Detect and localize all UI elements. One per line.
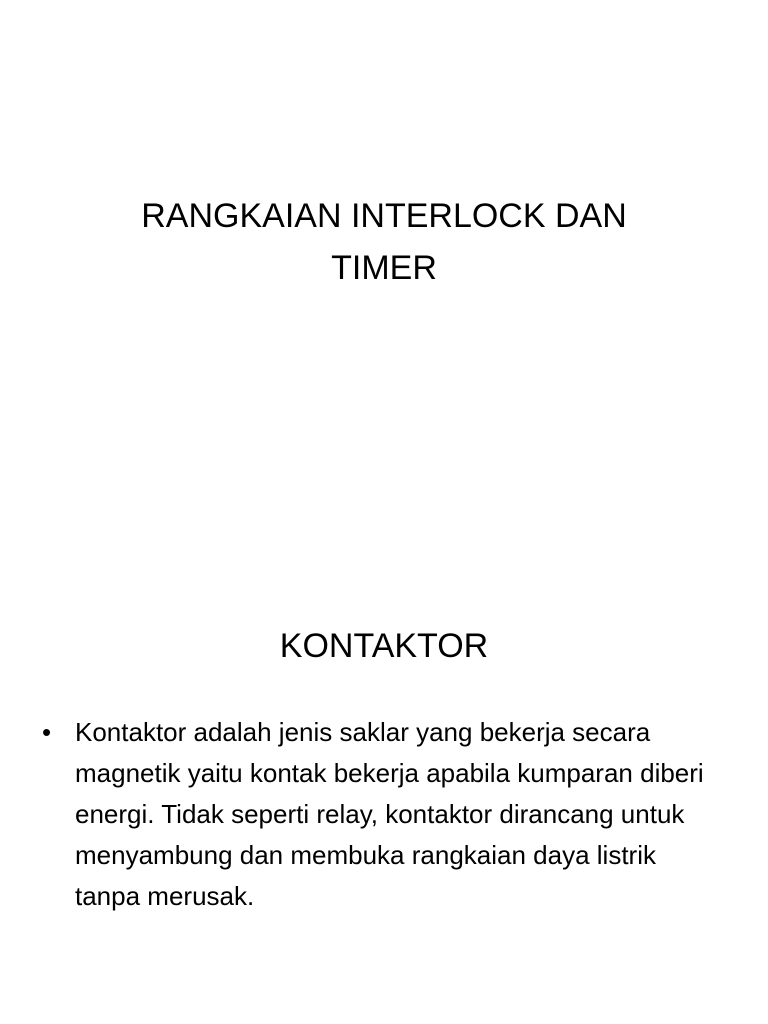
bullet-list: [42, 712, 728, 917]
slide-2: [0, 512, 768, 1024]
slide-2-title: KONTAKTOR: [279, 627, 489, 665]
bullet-text: Kontaktor adalah jenis saklar yang bekerja secara magnetik yaitu kontak bekerja apabila kumparan diberi energi. Tidak seperti relay, kontaktor dirancang untuk menyambung dan membuka rangkaian daya listrik tanpa merusak.: [75, 717, 704, 911]
slide-1-title: [60, 190, 708, 294]
slide-1-title-line-1: RANGKAIAN INTERLOCK DAN: [141, 197, 627, 235]
bullet-icon: •: [42, 717, 52, 747]
slide-1-title-line-2: TIMER: [331, 249, 437, 287]
bullet-item: [42, 712, 728, 917]
